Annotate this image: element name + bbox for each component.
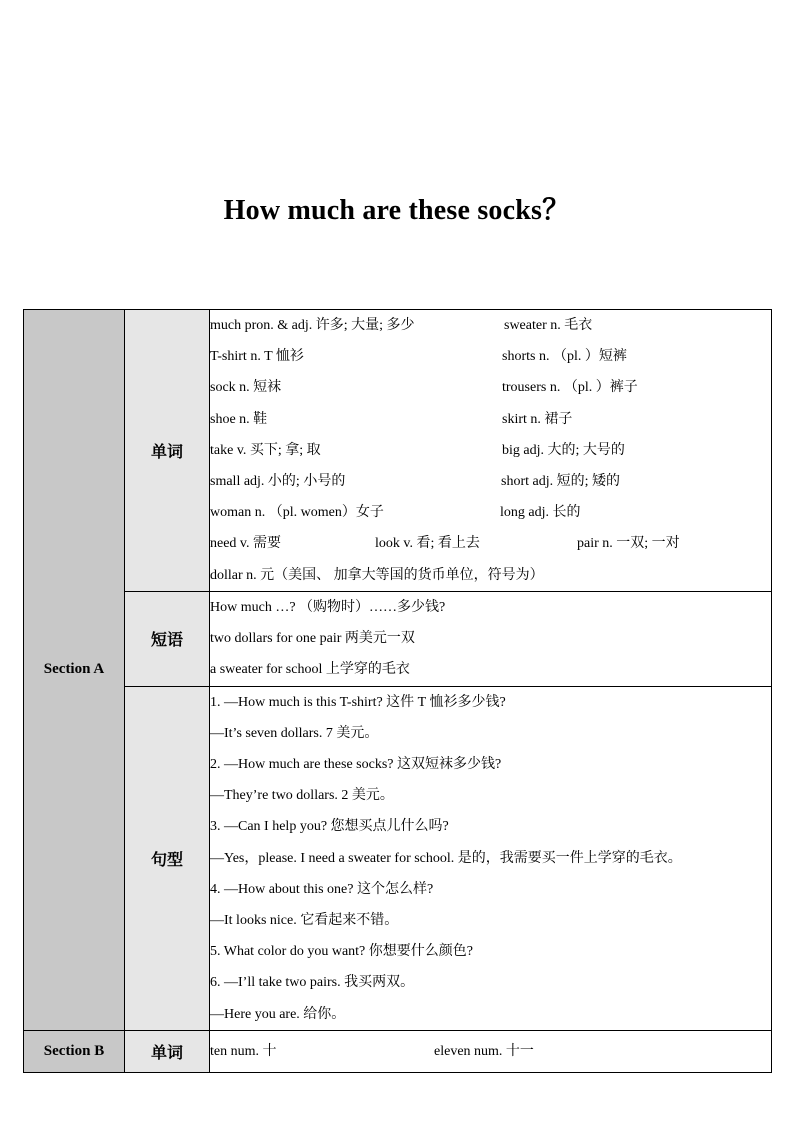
sentence-line: —Here you are. 给你。 bbox=[210, 1006, 346, 1022]
phrase-line: two dollars for one pair 两美元一双 bbox=[210, 630, 415, 646]
vocab-entry: take v. 买下; 拿; 取 bbox=[210, 442, 321, 458]
sentences-category-label: 句型 bbox=[125, 686, 210, 1030]
phrase-line: a sweater for school 上学穿的毛衣 bbox=[210, 662, 410, 678]
vocab-line bbox=[210, 404, 771, 435]
vocab-entry: skirt n. 裙子 bbox=[502, 411, 573, 427]
vocab-line bbox=[210, 372, 771, 403]
vocab-entry: look v. 看; 看上去 bbox=[375, 536, 480, 552]
vocab-entry: long adj. 长的 bbox=[500, 505, 581, 521]
section-b-label: Section B bbox=[24, 1030, 125, 1072]
phrases-category-label: 短语 bbox=[125, 591, 210, 686]
sentence-line: 5. What color do you want? 你想要什么颜色? bbox=[210, 944, 473, 960]
vocab-entry: shorts n. （pl. ）短裤 bbox=[502, 349, 627, 365]
sentence-line: 6. —I’ll take two pairs. 我买两双。 bbox=[210, 975, 415, 991]
phrase-line: How much …? （购物时）……多少钱? bbox=[210, 599, 446, 615]
vocab-entry: much pron. & adj. 许多; 大量; 多少 bbox=[210, 318, 415, 333]
vocab-line bbox=[210, 466, 771, 497]
vocab-entry: pair n. 一双; 一对 bbox=[577, 536, 680, 552]
vocab-line bbox=[210, 1036, 771, 1067]
vocab-entry: dollar n. 元（美国、 加拿大等国的货币单位，符号为） bbox=[210, 567, 544, 583]
sentence-line: —It’s seven dollars. 7 美元。 bbox=[210, 725, 379, 741]
vocab-entry: trousers n. （pl. ）裤子 bbox=[502, 380, 638, 396]
vocab-category-label: 单词 bbox=[125, 1030, 210, 1072]
vocab-list bbox=[210, 310, 772, 592]
sentence-line: —It looks nice. 它看起来不错。 bbox=[210, 913, 399, 928]
vocab-line bbox=[210, 497, 771, 528]
vocabulary-table bbox=[23, 309, 772, 1073]
sentence-line: 2. —How much are these socks? 这双短袜多少钱? bbox=[210, 757, 502, 773]
sentence-line: 1. —How much is this T-shirt? 这件 T 恤衫多少钱? bbox=[210, 694, 506, 710]
vocab-line bbox=[210, 435, 771, 466]
section-a-phrases-row bbox=[24, 591, 772, 686]
vocab-entry: shoe n. 鞋 bbox=[210, 411, 268, 427]
section-a-label: Section A bbox=[24, 310, 125, 1031]
section-b-vocab-row bbox=[24, 1030, 772, 1072]
vocab-entry: big adj. 大的; 大号的 bbox=[502, 442, 625, 458]
vocab-entry: sweater n. 毛衣 bbox=[504, 318, 593, 333]
section-b-vocab-list bbox=[210, 1030, 772, 1072]
vocab-line bbox=[210, 341, 771, 372]
section-a-vocab-row bbox=[24, 310, 772, 592]
section-a-sentences-row bbox=[24, 686, 772, 1030]
sentences-list bbox=[210, 686, 772, 1030]
vocab-category-label: 单词 bbox=[125, 310, 210, 592]
vocab-line bbox=[210, 528, 771, 559]
vocab-entry: ten num. 十 bbox=[210, 1043, 277, 1059]
vocab-line bbox=[210, 310, 771, 341]
vocab-entry: need v. 需要 bbox=[210, 536, 282, 552]
vocab-entry: short adj. 短的; 矮的 bbox=[501, 473, 620, 489]
vocab-entry: T-shirt n. T 恤衫 bbox=[210, 349, 304, 365]
vocab-entry: woman n. （pl. women）女子 bbox=[210, 505, 384, 521]
sentence-line: 3. —Can I help you? 您想买点儿什么吗? bbox=[210, 819, 449, 835]
sentence-line: —Yes，please. I need a sweater for school. 是的，我需要买一件上学穿的毛衣。 bbox=[210, 850, 682, 866]
sentence-line: 4. —How about this one? 这个怎么样? bbox=[210, 881, 434, 897]
page-title: How much are these socks？ bbox=[223, 195, 571, 226]
phrases-list bbox=[210, 591, 772, 686]
vocab-entry: sock n. 短袜 bbox=[210, 380, 282, 396]
vocab-entry: small adj. 小的; 小号的 bbox=[210, 473, 346, 489]
vocab-entry: eleven num. 十一 bbox=[434, 1043, 534, 1059]
vocab-line bbox=[210, 560, 771, 591]
sentence-line: —They’re two dollars. 2 美元。 bbox=[210, 788, 394, 804]
